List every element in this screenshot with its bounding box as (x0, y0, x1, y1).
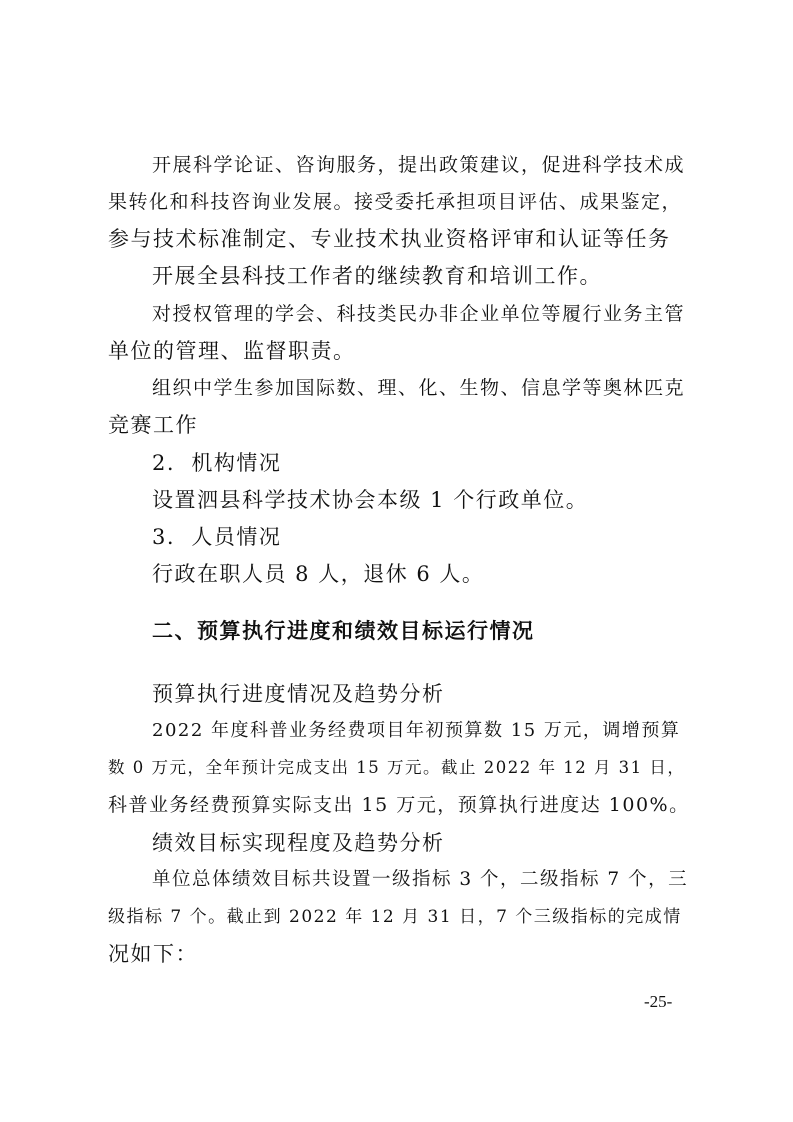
subsection-title-staff: 3. 人员情况 (152, 525, 282, 549)
body-line: 果转化和科技咨询业发展。接受委托承担项目评估、成果鉴定， (108, 191, 683, 213)
section-heading: 二、预算执行进度和绩效目标运行情况 (152, 619, 535, 643)
body-line: 况如下： (108, 942, 198, 966)
body-line: 科普业务经费预算实际支出 15 万元，预算执行进度达 100%。 (108, 794, 690, 816)
body-line: 2022 年度科普业务经费项目年初预算数 15 万元，调增预算 (152, 720, 681, 741)
body-line: 数 0 万元，全年预计完成支出 15 万元。截止 2022 年 12 月 31 日， (108, 758, 686, 777)
body-line: 单位总体绩效目标共设置一级指标 3 个，二级指标 7 个，三 (152, 869, 689, 890)
subsection-title-budget: 预算执行进度情况及趋势分析 (152, 682, 445, 706)
body-line: 设置泗县科学技术协会本级 1 个行政单位。 (152, 488, 589, 512)
subsection-title-performance: 绩效目标实现程度及趋势分析 (152, 831, 445, 855)
body-line: 竞赛工作 (108, 413, 198, 437)
body-line: 对授权管理的学会、科技类民办非企业单位等履行业务主管 (152, 303, 686, 325)
body-line: 单位的管理、监督职责。 (108, 339, 356, 363)
body-line: 行政在职人员 8 人，退休 6 人。 (152, 562, 485, 586)
body-line: 级指标 7 个。截止到 2022 年 12 月 31 日，7 个三级指标的完成情 (108, 907, 682, 927)
body-line: 开展全县科技工作者的继续教育和培训工作。 (152, 264, 602, 288)
subsection-title-org: 2. 机构情况 (152, 451, 282, 475)
body-line: 组织中学生参加国际数、理、化、生物、信息学等奥林匹克 (152, 377, 686, 399)
body-line: 参与技术标准制定、专业技术执业资格评审和认证等任务 (108, 227, 671, 251)
page-number: -25- (644, 992, 673, 1011)
body-line: 开展科学论证、咨询服务，提出政策建议，促进科学技术成 (152, 154, 686, 176)
